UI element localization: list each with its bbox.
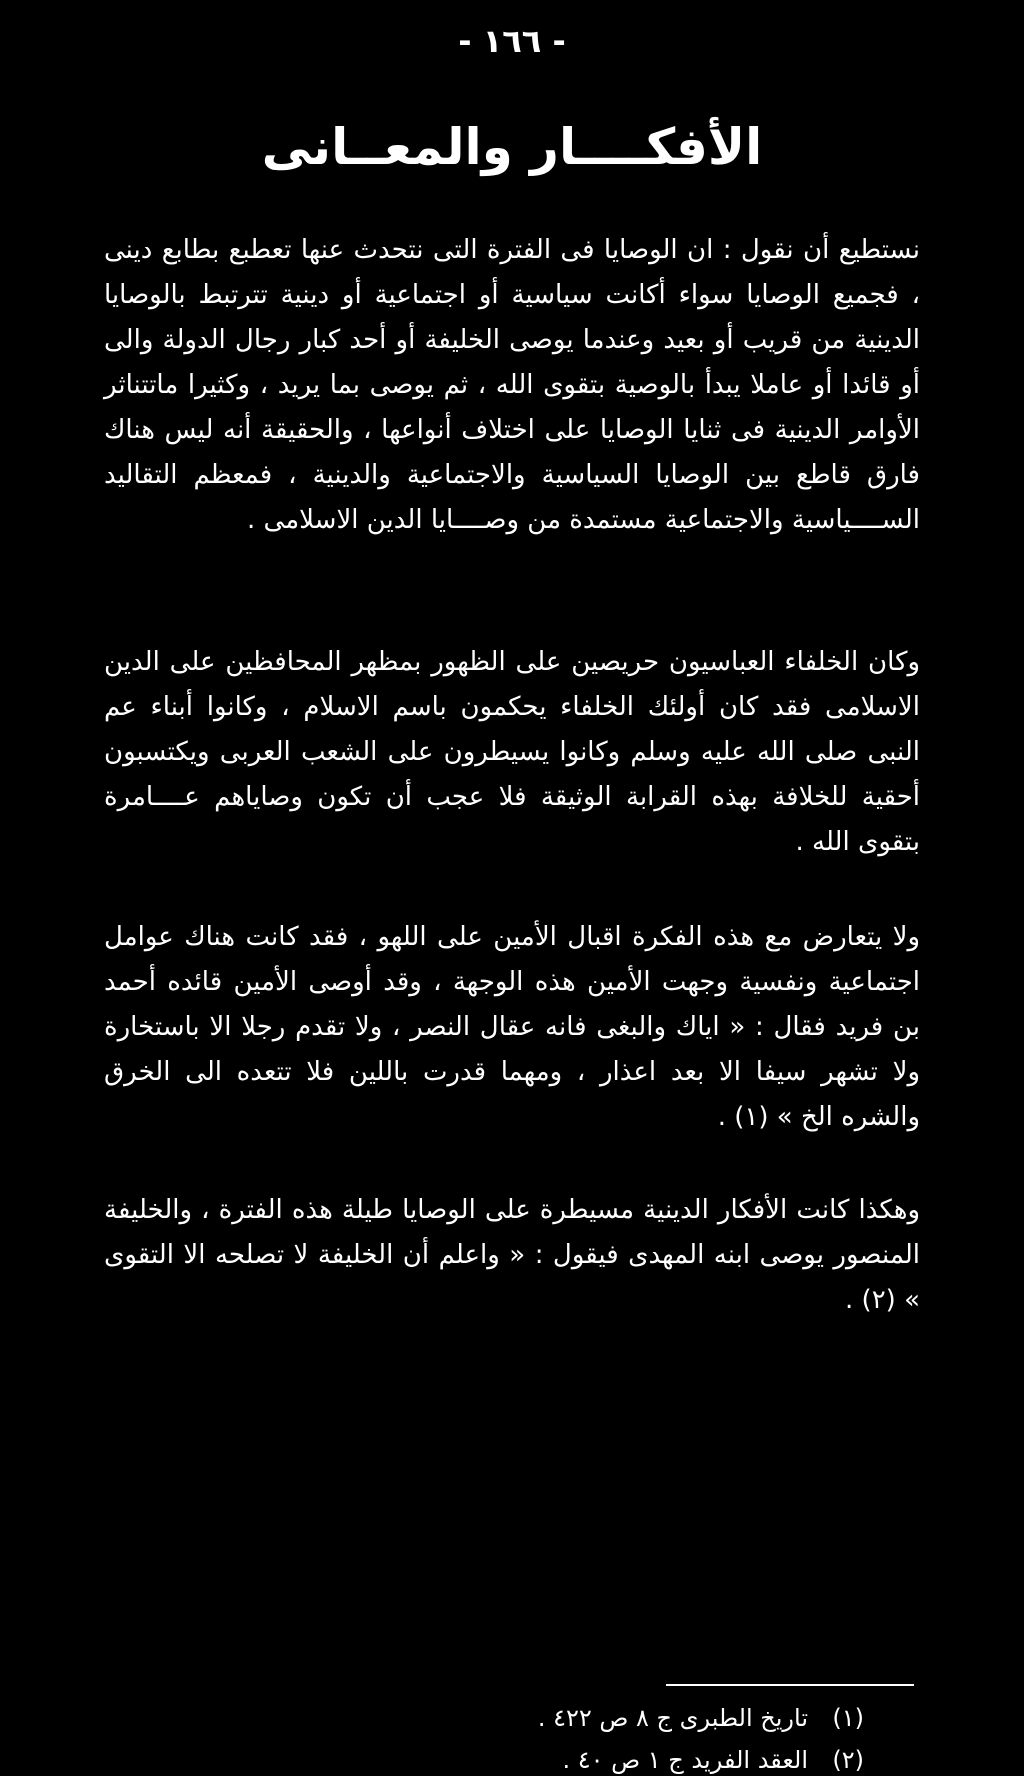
paragraph-1: نستطيع أن نقول : ان الوصايا فى الفترة التى نتحدث عنها تعطبع بطابع دينى ، فجميع الوصايا سواء أكانت سياسية أو اجتماعية أو دينية تترتبط بالوصايا الدينية من قريب أو بعيد وعندما يوصى الخليفة أو أحد كبار رجال الدولة والى أو قائدا أو عاملا يبدأ بالوصية بتقوى الله ، ثم يوصى بما يريد ، وكثيرا ماتتناثر الأوامر الدينية فى ثنايا الوصايا على اختلاف أنواعها ، والحقيقة أنه ليس هناك فارق قاطع بين الوصايا السياسية والاجتماعية والدينية ، فمعظم التقاليد الســــياسية والاجتماعية مستمدة من وصــــايا الدين الاسلامى . [104, 235, 920, 535]
footnote-marker: (٢) [832, 1746, 864, 1774]
page-number: - ١٦٦ - [458, 22, 566, 60]
paragraph-4: وهكذا كانت الأفكار الدينية مسيطرة على الوصايا طيلة هذه الفترة ، والخليفة المنصور يوصى ابنه المهدى فيقول : « واعلم أن الخليفة لا تصلحه الا التقوى » (٢) . [104, 1195, 920, 1315]
footnote-marker: (١) [832, 1704, 864, 1732]
footnote-divider [666, 1684, 914, 1686]
paragraph-2: وكان الخلفاء العباسيون حريصين على الظهور بمظهر المحافظين على الدين الاسلامى فقد كان أولئك الخلفاء يحكمون باسم الاسلام ، وكانوا أبناء عم النبى صلى الله عليه وسلم وكانوا يسيطرون على الشعب العربى ويكتسبون أحقية للخلافة بهذه القرابة الوثيقة فلا عجب أن تكون وصاياهم عــــامرة بتقوى الله . [104, 647, 920, 857]
paragraph-3: ولا يتعارض مع هذه الفكرة اقبال الأمين على اللهو ، فقد كانت هناك عوامل اجتماعية ونفسية وجهت الأمين هذه الوجهة ، وقد أوصى الأمين قائده أحمد بن فريد فقال : « اياك والبغى فانه عقال النصر ، ولا تقدم رجلا الا باستخارة ولا تشهر سيفا الا بعد اعذار ، ومهما قدرت باللين فلا تتعده الى الخرق والشره الخ » (١) . [104, 922, 920, 1132]
page-title: الأفكــــار والمعــانى [261, 118, 763, 176]
footnote-text: تاريخ الطبرى ج ٨ ص ٤٢٢ . [537, 1704, 808, 1732]
footnote-text: العقد الفريد ج ١ ص ٤٠ . [562, 1746, 808, 1774]
